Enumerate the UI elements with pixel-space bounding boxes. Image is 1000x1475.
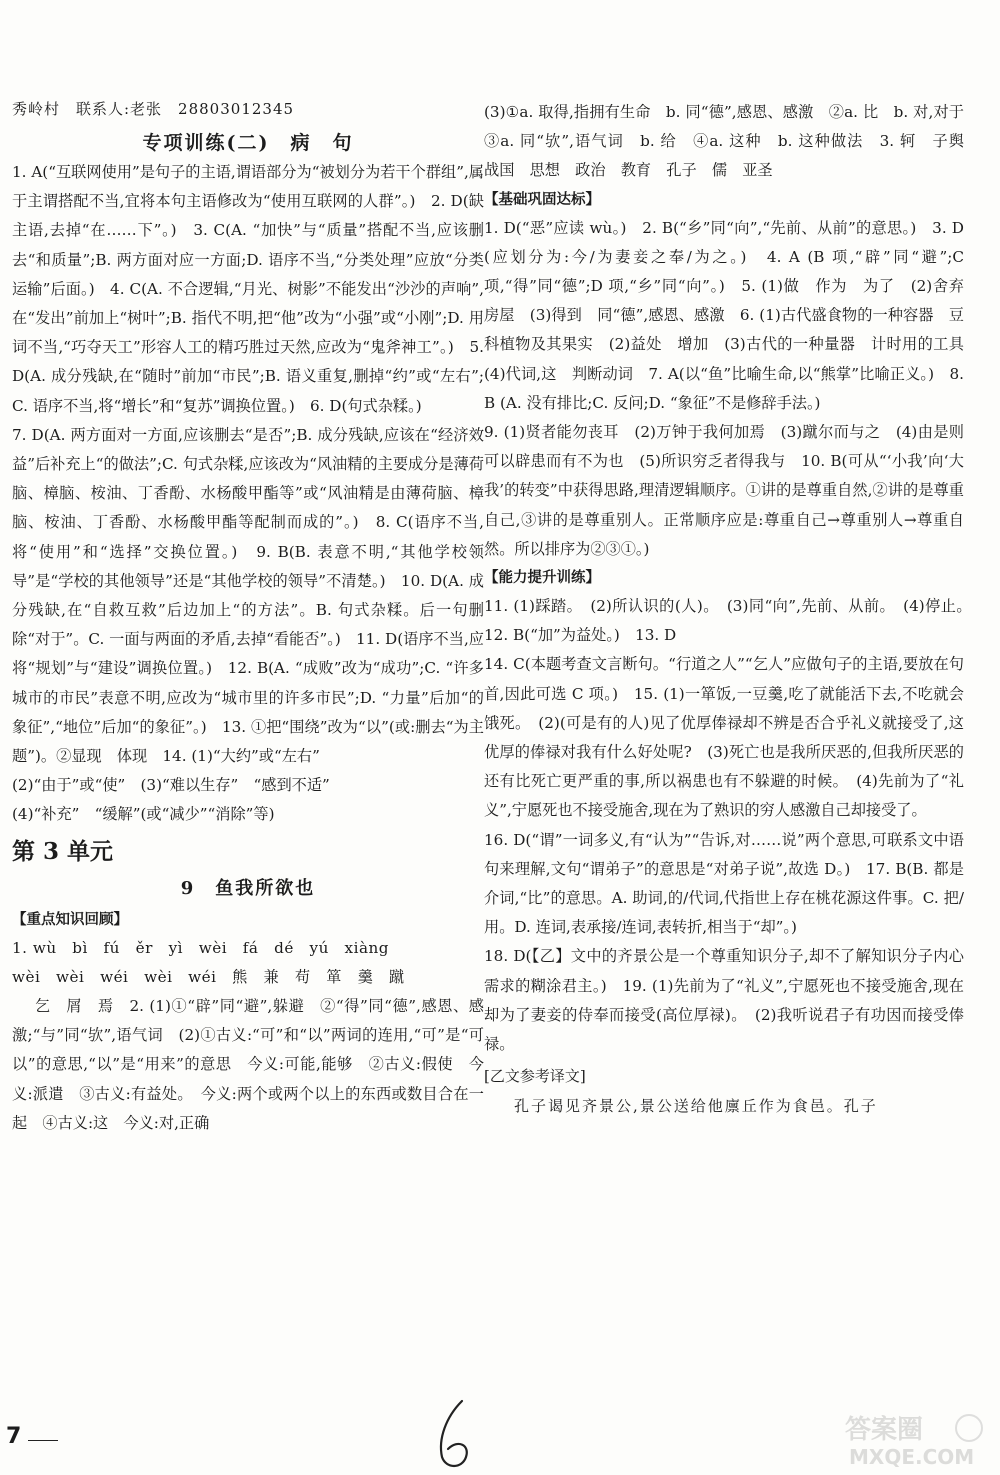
watermark-url: MXQE.COM xyxy=(849,1445,975,1469)
answer-paragraph: 乞 屑 焉 2. (1)①“辟”同“避”,躲避 ②“得”同“德”,感恩、感激;“与”同“欤”,语气词 (2)①古义:“可”和“以”两词的连用,“可”是“可以”的意思,“以”是“用来”的意思 今义:可能,能够 ②古义:假使 今义:派遣 ③古义:有益处。 今义:两个或两个以上的东西或数目合在一起 ④古义:这 今义:对,正确 xyxy=(12,997,484,1132)
answer-paragraph: (3)①a. 取得,指拥有生命 b. 同“德”,感恩、感激 ②a. 比 b. 对,对于 ③a. 同“欤”,语气词 b. 给 ④a. 这种 b. 这种做法 3. 轲 子舆 战国 思想 政治 教育 孔子 儒 亚圣 xyxy=(484,103,980,180)
answer-paragraph: 18. D(【乙】文中的齐景公是一个尊重知识分子,却不了解知识分子内心需求的糊涂君主。) 19. (1)先前为了“礼义”,宁愿死也不接受施舍,现在却为了妻妾的侍奉而接受(高位厚禄)。 (2)我听说君子有功因而接受俸禄。 xyxy=(484,947,964,1054)
watermark-logo xyxy=(843,1408,988,1470)
answer-paragraph: 11. (1)踩踏。 (2)所认识的(人)。 (3)同“向”,先前、从前。 (4)停止。 12. B(“加”为益处。) 13. D xyxy=(484,597,980,645)
page-number-rule xyxy=(28,1440,58,1441)
watermark-cn: 答案圈 xyxy=(845,1415,924,1445)
note-label: [乙文参考译文] xyxy=(484,1067,586,1086)
right-column xyxy=(484,98,980,1121)
unit-title: 第 3 单元 xyxy=(12,837,114,865)
answer-paragraph: 9. (1)贤者能勿丧耳 (2)万钟于我何加焉 (3)蹴尔而与之 (4)由是则可以辟患而有不为也 (5)所识穷乏者得我与 10. B(可从“‘小我’向‘大我’的转变”中获得思路,理清逻辑顺序。①讲的是尊重自然,②讲的是尊重自己,③讲的是尊重别人。正常顺序应是:尊重自己→尊重别人→尊重自然。所以排序为②③①。) xyxy=(484,423,964,558)
section-title: 专项训练(二) 病 句 xyxy=(142,132,354,154)
handwritten-mark xyxy=(428,1395,488,1475)
answer-line: (4)“补充” “缓解”(或“减少”“消除”等) xyxy=(12,805,275,824)
pinyin-line: wèi wèi wéi wèi wéi 熊 兼 苟 箪 羹 蹴 xyxy=(12,967,405,986)
answer-paragraph: 7. D(A. 两方面对一方面,应该删去“是否”;B. 成分残缺,应该在“经济效益”后补充上“的做法”;C. 句式杂糅,应该改为“风油精的主要成分是薄荷脑、樟脑、桉油、丁香酚、水杨酸甲酯等”或“风油精是由薄荷脑、樟脑、桉油、丁香酚、水杨酸甲酯等配制而成的”。) 8. C(语序不当,将“使用”和“选择”交换位置。) 9. B(B. 表意不明,“其他学校领导”是“学校的其他领导”还是“其他学校的领导”不清楚。) 10. D(A. 成分残缺,在“自救互救”后边加上“的方法”。B. 句式杂糅。后一句删除“对于”。C. 一面与两面的矛盾,去掉“看能否”。) 11. D(语序不当,应将“规划”与“建设”调换位置。) 12. B(A. “成败”改为“成功”;C. “许多城市的市民”表意不明,应改为“城市里的许多市民”;D. “力量”后加“的象征”,“地位”后加“的象征”。) 13. ①把“围绕”改为“以”(或:删去“为主题”)。②显现 体现 14. (1)“大约”或“左右” xyxy=(12,425,484,766)
page-number: 7 xyxy=(6,1424,22,1449)
lesson-title: 9 鱼我所欲也 xyxy=(180,877,316,899)
answer-paragraph: 16. D(“谓”一词多义,有“认为”“告诉,对……说”两个意思,可联系文中语句来理解,文句“谓弟子”的意思是“对弟子说”,故选 D。) 17. B(B. 都是介词,“比”的意思。A. 助词,的/代词,代指世上存在桃花源这件事。C. 把/用。D. 连词,表承接/连词,表转折,相当于“却”。) xyxy=(484,830,964,937)
pinyin-line: 1. wù bì fú ěr yì wèi fá dé yú xiàng xyxy=(12,938,390,957)
translation-text: 孔子谒见齐景公,景公送给他廪丘作为食邑。孔子 xyxy=(514,1097,878,1116)
left-column xyxy=(12,128,484,1138)
answer-paragraph: 14. C(本题考查文言断句。“行道之人”“乞人”应做句子的主语,要放在句首,因此可选 C 项。) 15. (1)一箪饭,一豆羹,吃了就能活下去,不吃就会饿死。 (2)(可是有的人)见了优厚俸禄却不辨是否合乎礼义就接受了,这优厚的俸禄对我有什么好处呢? (3)死亡也是我所厌恶的,但我所厌恶的还有比死亡更严重的事,所以祸患也有不躲避的时候。 (4)先前为了“礼义”,宁愿死也不接受施舍,现在为了熟识的穷人感激自己却接受了。 xyxy=(484,655,964,820)
contact-header: 秀岭村 联系人:老张 28803012345 xyxy=(12,100,295,118)
answer-paragraph: 1. A(“互联网使用”是句子的主语,谓语部分为“被划分为若干个群组”,属于主谓搭配不当,宜将本句主语修改为“使用互联网的人群”。) 2. D(缺主语,去掉“在……下”。) 3. C(A. “加快”与“质量”搭配不当,应该删去“和质量”;B. 两方面对应一方面;D. 语序不当,“分类处理”应放“分类运输”后面。) 4. C(A. 不合逻辑,“月光、树影”不能发出“沙沙的声响”,在“发出”前加上“树叶”;B. 指代不明,把“他”改为“小强”或“小刚”;D. 用词不当,“巧夺天工”形容人工的精巧胜过天然,应改为“鬼斧神工”。) 5. D(A. 成分残缺,在“随时”前加“市民”;B. 语义重复,删掉“约”或“左右”;C. 语序不当,将“增长”和“复苏”调换位置。) 6. D(句式杂糅。) xyxy=(12,163,484,415)
subsection-heading: 【基础巩固达标】 xyxy=(484,190,600,208)
subsection-heading: 【重点知识回顾】 xyxy=(12,910,128,928)
answer-paragraph: 1. D(“恶”应读 wù。) 2. B(“乡”同“向”,“先前、从前”的意思。) 3. D(应划分为:今/为妻妾之奉/为之。) 4. A (B 项,“辟”同“避”;C 项,“得”同“德”;D 项,“乡”同“向”。) 5. (1)做 作为 为了 (2)舍弃 房屋 (3)得到 同“德”,感恩、感激 6. (1)古代盛食物的一种容器 豆科植物及其果实 (2)益处 增加 (3)古代的一种量器 计时用的工具 (4)代词,这 判断动词 7. A(以“鱼”比喻生命,以“熊掌”比喻正义。) 8. B (A. 没有排比;C. 反问;D. “象征”不是修辞手法。) xyxy=(484,218,980,412)
subsection-heading: 【能力提升训练】 xyxy=(484,569,600,587)
answer-line: (2)“由于”或“使” (3)“难以生存” “感到不适” xyxy=(12,776,330,795)
